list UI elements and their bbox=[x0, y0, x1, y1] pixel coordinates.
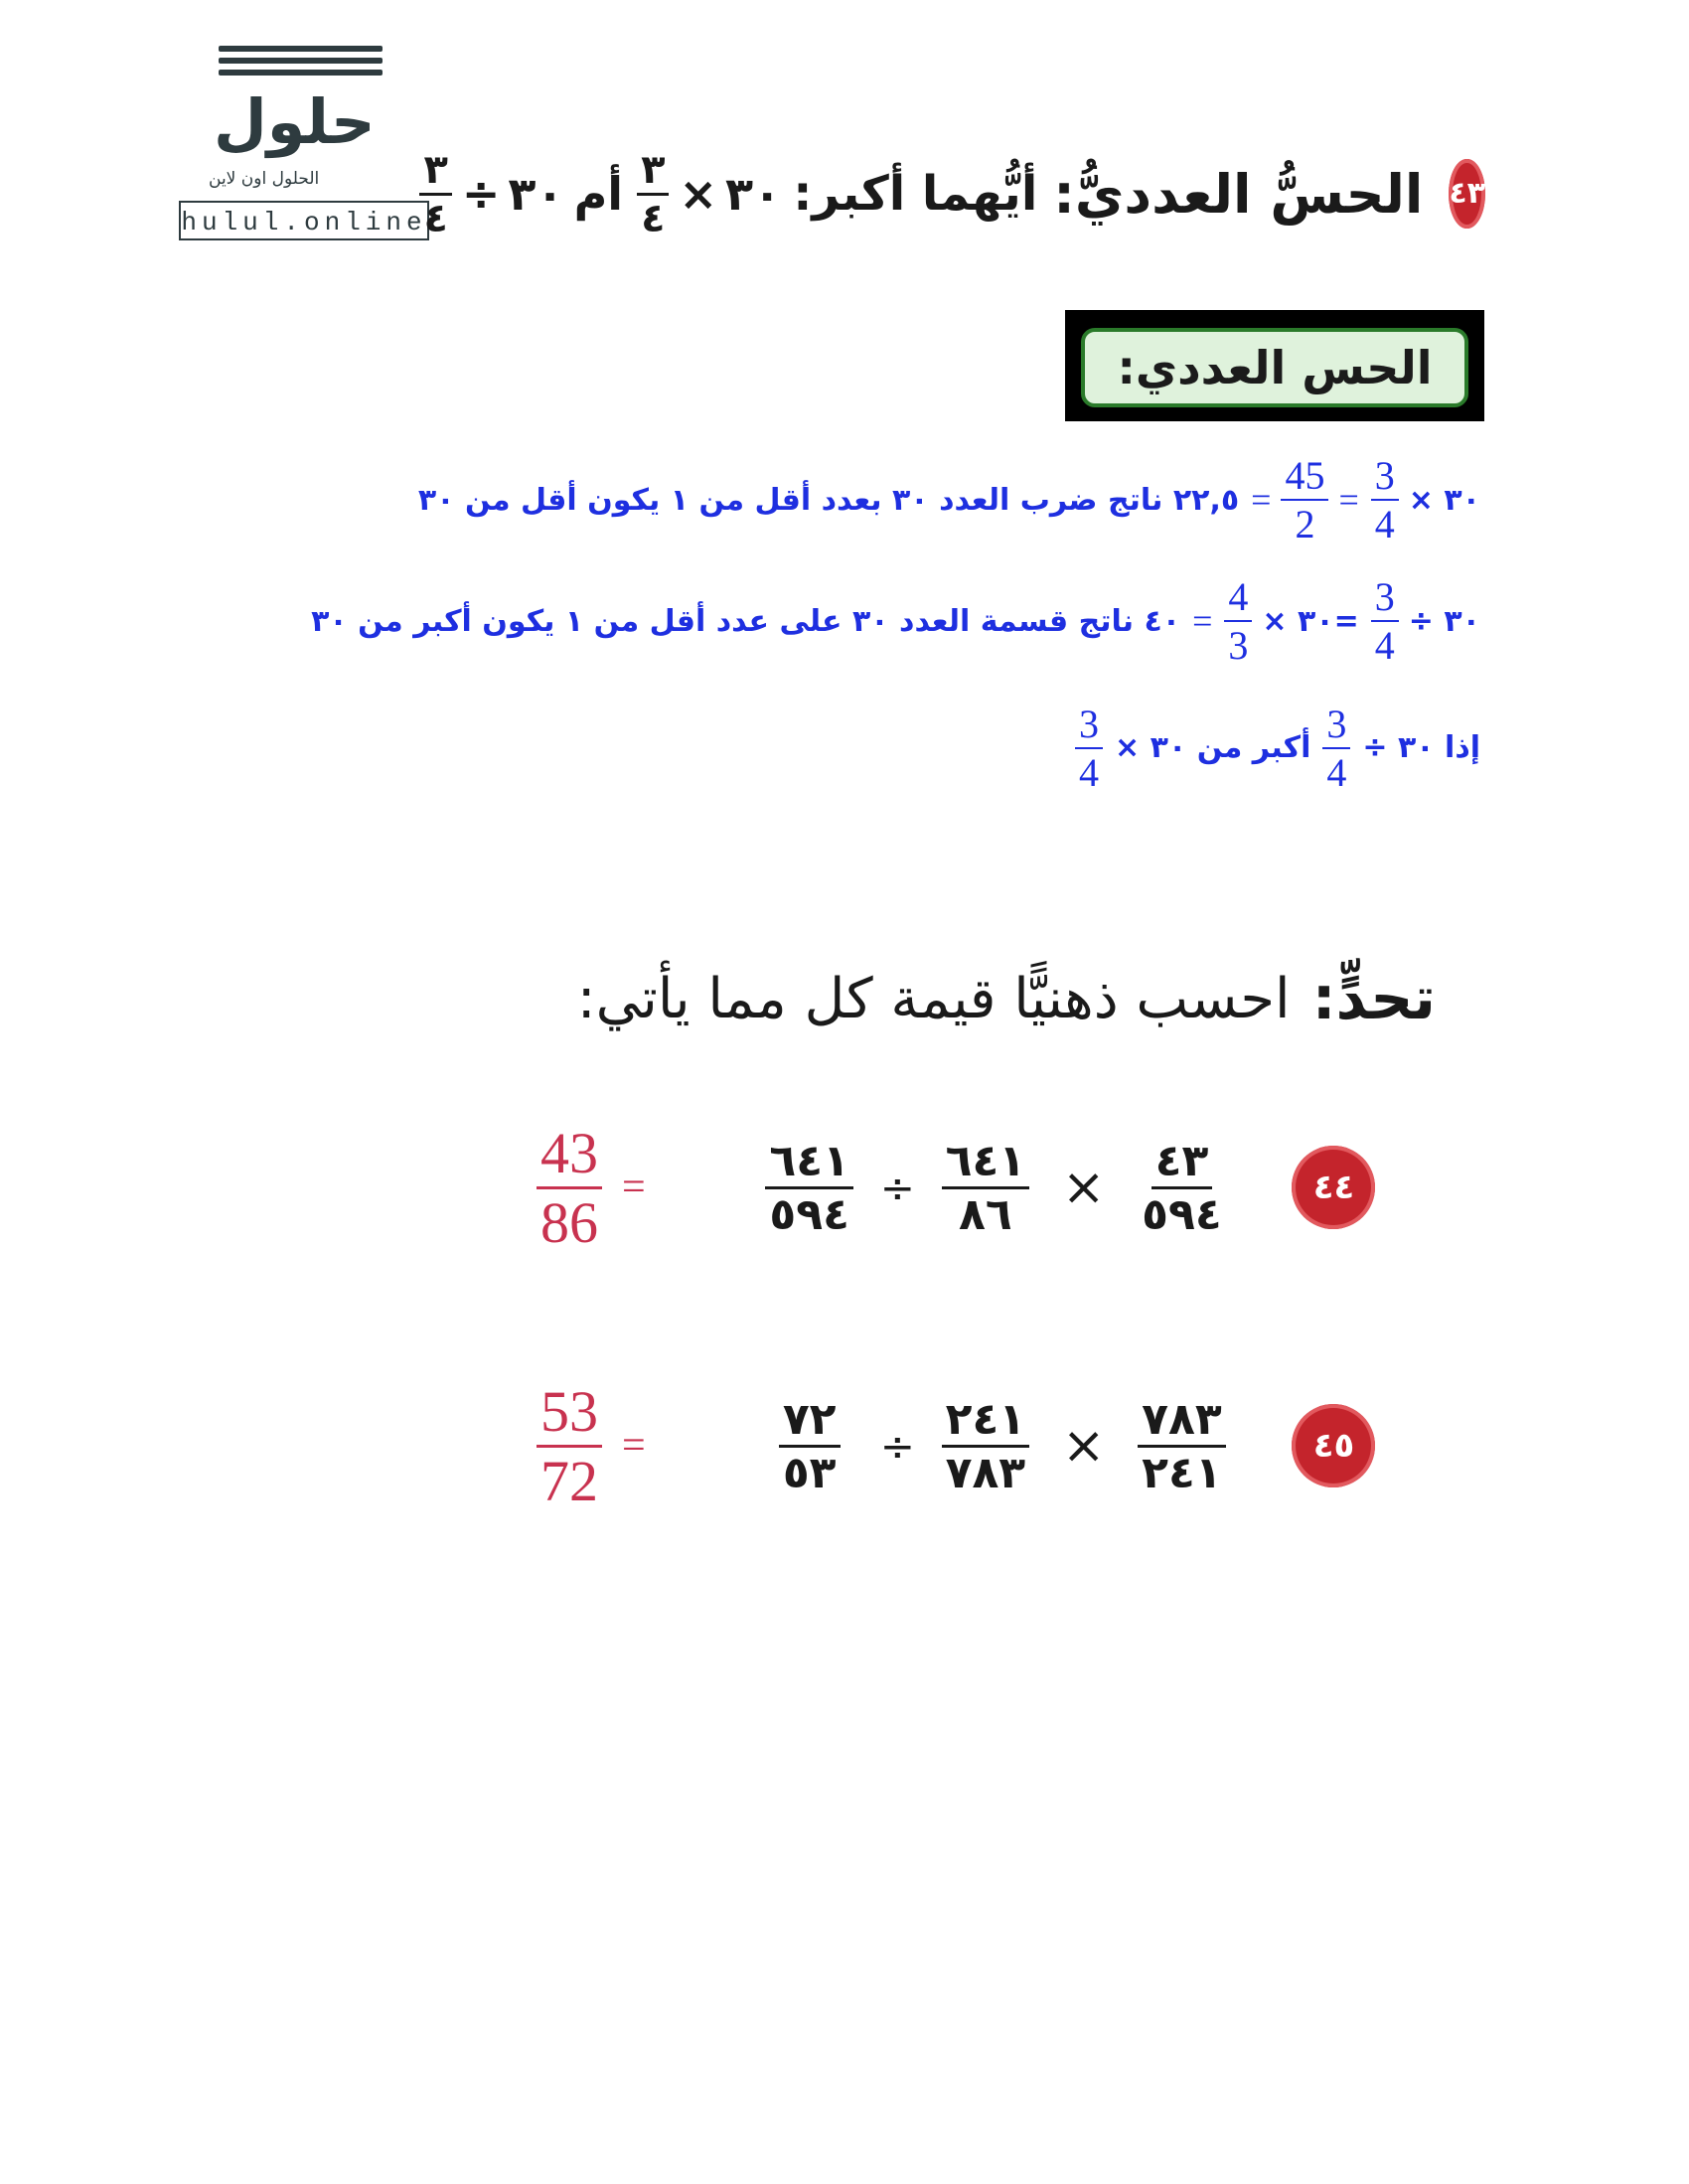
answer-line-2 bbox=[311, 576, 1480, 666]
line1-lhs: ٣٠ × bbox=[1408, 482, 1480, 518]
q45-op2: ÷ bbox=[879, 1421, 915, 1471]
q45-answer: $\frac{53}{72}$ bbox=[537, 1378, 602, 1514]
q43-title: الحسُّ العدديُّ: bbox=[1053, 162, 1424, 226]
q43-whole-b: ٣٠ bbox=[508, 167, 564, 221]
q44-number-badge: ٤٤ bbox=[1292, 1146, 1375, 1229]
answer-line-1 bbox=[418, 455, 1480, 545]
logo-book-icon bbox=[219, 46, 383, 81]
line2-fraction-2: $\frac{4}{3}$ bbox=[1224, 573, 1252, 669]
question-45 bbox=[537, 1378, 1480, 1513]
line2-lhs: ٣٠ ÷ bbox=[1408, 603, 1480, 639]
q43-fraction-a: $\frac{٣}{٤}$ bbox=[637, 147, 669, 241]
line1-eq2: = bbox=[1251, 480, 1272, 520]
challenge-heading bbox=[577, 954, 1436, 1043]
logo-wordmark: حلول bbox=[214, 85, 376, 158]
q45-fraction-b: $\frac{٢٤١}{٧٨٣}$ bbox=[931, 1394, 1040, 1498]
line3-middle: أكبر من ٣٠ × bbox=[1115, 730, 1311, 765]
q45-fraction-a: $\frac{٧٨٣}{٢٤١}$ bbox=[1127, 1394, 1236, 1498]
answer-line-3 bbox=[1075, 701, 1480, 795]
challenge-text: احسب ذهنيًّا قيمة كل مما يأتي: bbox=[576, 966, 1291, 1031]
line1-fraction-2: $\frac{45}{2}$ bbox=[1281, 452, 1328, 547]
q43-op-a: × bbox=[679, 167, 718, 221]
line2-text: ٤٠ ناتج قسمة العدد ٣٠ على عدد أقل من ١ يكون أكبر من ٣٠ bbox=[311, 603, 1181, 639]
line1-eq1: = bbox=[1338, 480, 1359, 520]
q43-whole-a: ٣٠ bbox=[725, 167, 782, 221]
q44-answer-eq: = bbox=[622, 1165, 646, 1210]
q44-fraction-b: $\frac{٦٤١}{٨٦}$ bbox=[931, 1136, 1040, 1240]
line1-fraction-1: $\frac{3}{4}$ bbox=[1371, 452, 1399, 547]
answer-box-inner bbox=[1081, 328, 1468, 407]
q45-fraction-c: $\frac{٧٢}{٥٣}$ bbox=[755, 1394, 864, 1498]
question-44 bbox=[537, 1120, 1480, 1255]
logo-tagline: الحلول اون لاين bbox=[209, 169, 320, 189]
q45-op1: × bbox=[1061, 1416, 1106, 1476]
line1-text: ٢٢,٥ ناتج ضرب العدد ٣٠ بعدد أقل من ١ يكون أقل من ٣٠ bbox=[417, 482, 1240, 518]
challenge-label: تحدٍّ: bbox=[1311, 964, 1436, 1033]
q43-fraction-b: $\frac{٣}{٤}$ bbox=[419, 147, 451, 241]
q44-answer: $\frac{43}{86}$ bbox=[537, 1120, 602, 1256]
line2-fraction-1: $\frac{3}{4}$ bbox=[1371, 573, 1399, 669]
q44-op2: ÷ bbox=[879, 1163, 915, 1212]
q43-number-badge: ٤٣ bbox=[1449, 159, 1485, 229]
answer-box bbox=[1065, 310, 1484, 421]
q43-op-b: ÷ bbox=[461, 167, 501, 221]
q44-fraction-a: $\frac{٤٣}{٥٩٤}$ bbox=[1142, 1135, 1222, 1240]
q43-question: أيُّهما أكبر: bbox=[793, 166, 1038, 222]
question-43 bbox=[423, 119, 1485, 268]
line2-eq: = bbox=[1192, 601, 1213, 641]
q43-connector: أم bbox=[573, 167, 624, 221]
line3-fraction-1: $\frac{3}{4}$ bbox=[1322, 701, 1350, 796]
q44-op1: × bbox=[1061, 1158, 1106, 1217]
answer-box-label: الحس العددي: bbox=[1117, 341, 1433, 394]
logo-domain: hulul.online bbox=[179, 201, 429, 240]
q44-fraction-c: $\frac{٦٤١}{٥٩٤}$ bbox=[755, 1136, 864, 1240]
line3-prefix: إذا ٣٠ ÷ bbox=[1362, 730, 1480, 765]
q45-answer-eq: = bbox=[622, 1423, 646, 1469]
line3-fraction-2: $\frac{3}{4}$ bbox=[1075, 701, 1103, 796]
q45-number-badge: ٤٥ bbox=[1292, 1404, 1375, 1487]
hulul-logo bbox=[119, 30, 447, 243]
line2-mid: =٣٠ × bbox=[1262, 603, 1359, 639]
